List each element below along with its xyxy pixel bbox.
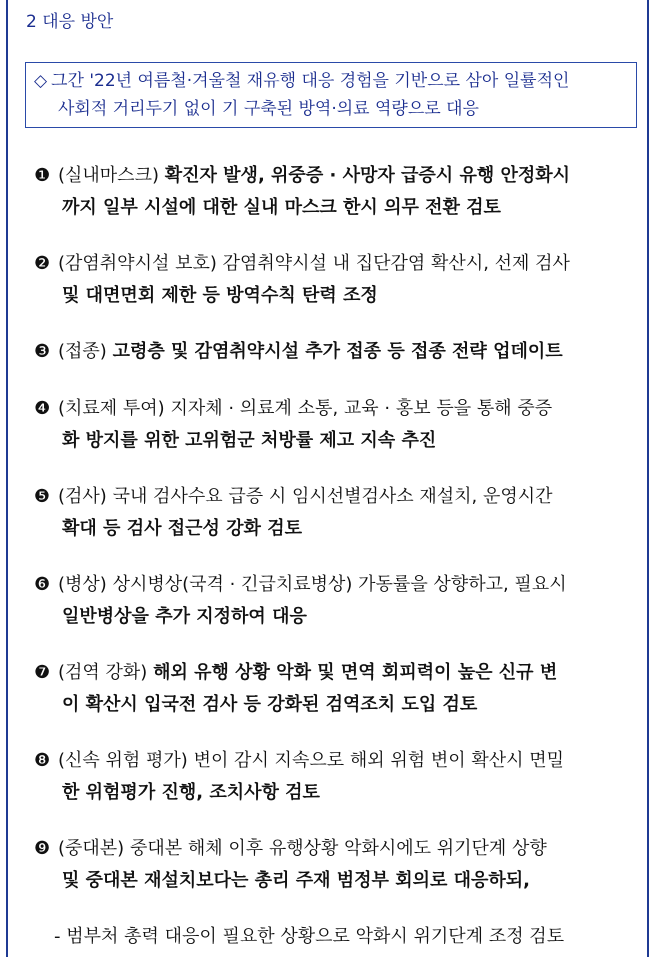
item-text-cont: 및 대면면회 제한 등 방역수칙 탄력 조정 — [62, 285, 378, 306]
list-item — [34, 393, 646, 457]
item-heading: (접종) — [58, 341, 107, 362]
item-text: 해외 유행 상황 악화 및 면역 회피력이 높은 신규 변 — [153, 662, 558, 683]
item-number: ❺ — [34, 486, 51, 507]
item-number: ❾ — [34, 838, 51, 859]
summary-text-2: 사회적 거리두기 없이 기 구축된 방역·의료 역량으로 대응 — [58, 99, 479, 119]
diamond-icon: ◇ — [34, 71, 48, 91]
item-number: ❷ — [34, 253, 51, 274]
item-text-cont: 한 위험평가 진행, 조치사항 검토 — [62, 782, 320, 803]
item-heading: (병상) — [58, 574, 107, 595]
item-text-cont: 일반병상을 추가 지정하여 대응 — [62, 606, 307, 627]
item-number: ❹ — [34, 398, 51, 419]
item-text: 감염취약시설 내 집단감염 확산시, 선제 검사 — [222, 253, 570, 274]
item-number: ❽ — [34, 750, 51, 771]
item-heading: (실내마스크) — [58, 165, 159, 186]
list-item — [34, 833, 646, 897]
item-number: ❸ — [34, 341, 51, 362]
item-text: 중대본 해체 이후 유행상황 악화시에도 위기단계 상향 — [129, 838, 547, 859]
item-text: 확진자 발생, 위중증 · 사망자 급증시 유행 안정화시 — [164, 165, 571, 186]
item-heading: (중대본) — [58, 838, 125, 859]
list-item — [34, 160, 646, 224]
item-text-cont: 이 확산시 입국전 검사 등 강화된 검역조치 도입 검토 — [62, 694, 478, 715]
item-number: ❼ — [34, 662, 51, 683]
sub-item: - 범부처 총력 대응이 필요한 상황으로 악화시 위기단계 조정 검토 — [54, 926, 565, 947]
section-title: 2 대응 방안 — [26, 12, 114, 32]
item-text-cont: 까지 일부 시설에 대한 실내 마스크 한시 의무 전환 검토 — [62, 197, 501, 218]
list-item — [34, 745, 646, 809]
list-item — [34, 481, 646, 545]
item-text: 상시병상(국격 · 긴급치료병상) 가동률을 상향하고, 필요시 — [112, 574, 567, 595]
item-heading: (검사) — [58, 486, 107, 507]
summary-text-1: 그간 '22년 여름철·겨울철 재유행 대응 경험을 기반으로 삼아 일률적인 — [51, 71, 570, 91]
item-number: ❶ — [34, 165, 51, 186]
item-heading: (신속 위험 평가) — [58, 750, 188, 771]
item-number: ❻ — [34, 574, 51, 595]
item-text: 고령층 및 감염취약시설 추가 접종 등 접종 전략 업데이트 — [112, 341, 563, 362]
item-text-cont: 확대 등 검사 접근성 강화 검토 — [62, 518, 302, 539]
list-item — [34, 336, 646, 368]
item-text: 지자체 · 의료계 소통, 교육 · 홍보 등을 통해 중증 — [170, 398, 553, 419]
document-page — [6, 0, 649, 957]
list-item — [34, 657, 646, 721]
list-item — [34, 248, 646, 312]
item-text: 국내 검사수요 급증 시 임시선별검사소 재설치, 운영시간 — [112, 486, 553, 507]
item-heading: (감염취약시설 보호) — [58, 253, 217, 274]
item-text-cont: 화 방지를 위한 고위험군 처방률 제고 지속 추진 — [62, 430, 437, 451]
list-item — [34, 569, 646, 633]
item-text-cont: 및 중대본 재설치보다는 총리 주재 범정부 회의로 대응하되, — [62, 870, 531, 891]
item-heading: (검역 강화) — [58, 662, 148, 683]
summary-line-1 — [34, 67, 628, 95]
item-heading: (치료제 투여) — [58, 398, 165, 419]
item-text: 변이 감시 지속으로 해외 위험 변이 확산시 면밀 — [193, 750, 564, 771]
summary-box — [25, 62, 637, 128]
